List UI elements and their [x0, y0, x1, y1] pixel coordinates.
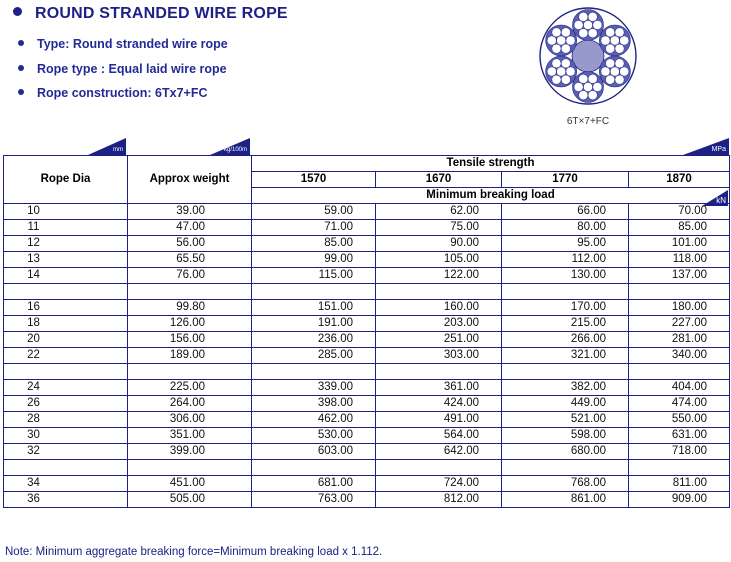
rope-spec-table: [3, 155, 730, 508]
diagram-caption: 6T×7+FC: [566, 116, 610, 127]
page-title: [13, 5, 288, 23]
cell-weight: 56.00: [128, 236, 252, 252]
table-row: [4, 252, 730, 268]
cell-rope-dia: 36: [4, 492, 128, 508]
unit-label-kn: kN: [716, 196, 726, 205]
wire-shape: [574, 20, 583, 29]
table-row: [4, 316, 730, 332]
spec-item-rope-type: [18, 62, 228, 87]
cell-rope-dia: 12: [4, 236, 128, 252]
table-body: [4, 204, 730, 508]
cell-breaking-load: 768.00: [502, 476, 629, 492]
cell-breaking-load: 99.00: [252, 252, 376, 268]
table-row: [4, 476, 730, 492]
header-rope-dia: Rope Dia: [4, 156, 128, 204]
cell-breaking-load: 191.00: [252, 316, 376, 332]
wire-shape: [579, 74, 588, 83]
cell-breaking-load: [376, 460, 502, 476]
wire-shape: [606, 28, 615, 37]
cell-breaking-load: [629, 364, 730, 380]
spec-item-construction: [18, 86, 228, 111]
cell-breaking-load: [376, 364, 502, 380]
table-row: [4, 268, 730, 284]
cell-breaking-load: 462.00: [252, 412, 376, 428]
cell-breaking-load: 85.00: [252, 236, 376, 252]
cell-rope-dia: 20: [4, 332, 128, 348]
table-row: [4, 204, 730, 220]
cell-breaking-load: 160.00: [376, 300, 502, 316]
cell-rope-dia: 30: [4, 428, 128, 444]
header-grade-1870: 1870: [629, 172, 730, 188]
cell-breaking-load: 266.00: [502, 332, 629, 348]
cell-breaking-load: [502, 364, 629, 380]
cell-breaking-load: 66.00: [502, 204, 629, 220]
cell-breaking-load: [252, 284, 376, 300]
wire-shape: [574, 82, 583, 91]
table-row: [4, 492, 730, 508]
cell-weight: [128, 460, 252, 476]
table-spacer-row: [4, 284, 730, 300]
wire-shape: [615, 59, 624, 68]
cell-breaking-load: [376, 284, 502, 300]
wire-shape: [615, 28, 624, 37]
wire-shape: [579, 12, 588, 21]
cell-rope-dia: 32: [4, 444, 128, 460]
cell-weight: 189.00: [128, 348, 252, 364]
wire-shape: [557, 67, 566, 76]
table-spacer-row: [4, 460, 730, 476]
cell-breaking-load: 763.00: [252, 492, 376, 508]
header-tensile-strength: Tensile strength: [252, 156, 730, 172]
bullet-icon: [18, 40, 24, 46]
cell-breaking-load: 811.00: [629, 476, 730, 492]
cell-breaking-load: [252, 460, 376, 476]
wire-shape: [606, 59, 615, 68]
cell-breaking-load: 424.00: [376, 396, 502, 412]
cell-breaking-load: 474.00: [629, 396, 730, 412]
table-spacer-row: [4, 364, 730, 380]
wire-shape: [610, 67, 619, 76]
wire-shape: [552, 75, 561, 84]
cell-breaking-load: [629, 460, 730, 476]
cell-breaking-load: [502, 460, 629, 476]
cell-weight: 47.00: [128, 220, 252, 236]
table-row: [4, 444, 730, 460]
wire-shape: [583, 20, 592, 29]
cell-breaking-load: 115.00: [252, 268, 376, 284]
cell-breaking-load: 85.00: [629, 220, 730, 236]
cell-breaking-load: 62.00: [376, 204, 502, 220]
cell-breaking-load: 339.00: [252, 380, 376, 396]
header-approx-weight: Approx weight: [128, 156, 252, 204]
cell-rope-dia: 14: [4, 268, 128, 284]
cell-weight: 76.00: [128, 268, 252, 284]
cell-rope-dia: 22: [4, 348, 128, 364]
wire-shape: [615, 44, 624, 53]
cell-weight: [128, 364, 252, 380]
table-row: [4, 348, 730, 364]
cell-breaking-load: 75.00: [376, 220, 502, 236]
bullet-icon: [18, 65, 24, 71]
cell-breaking-load: 861.00: [502, 492, 629, 508]
cell-breaking-load: 71.00: [252, 220, 376, 236]
cell-breaking-load: 449.00: [502, 396, 629, 412]
cell-breaking-load: 398.00: [252, 396, 376, 412]
cell-rope-dia: 26: [4, 396, 128, 412]
wire-shape: [583, 82, 592, 91]
wire-shape: [552, 44, 561, 53]
cell-breaking-load: 285.00: [252, 348, 376, 364]
wire-shape: [593, 20, 602, 29]
cell-rope-dia: 24: [4, 380, 128, 396]
cell-breaking-load: 521.00: [502, 412, 629, 428]
spec-text: Type: Round stranded wire rope: [37, 37, 228, 51]
cell-breaking-load: 130.00: [502, 268, 629, 284]
wire-shape: [620, 67, 629, 76]
cell-rope-dia: 11: [4, 220, 128, 236]
cell-breaking-load: 680.00: [502, 444, 629, 460]
wire-shape: [610, 36, 619, 45]
cell-breaking-load: 80.00: [502, 220, 629, 236]
wire-shape: [566, 67, 575, 76]
title-bullet-icon: [13, 7, 22, 16]
cell-breaking-load: 303.00: [376, 348, 502, 364]
cell-breaking-load: 631.00: [629, 428, 730, 444]
cell-breaking-load: 137.00: [629, 268, 730, 284]
table-row: [4, 380, 730, 396]
header-grade-1570: 1570: [252, 172, 376, 188]
cell-breaking-load: 642.00: [376, 444, 502, 460]
cell-rope-dia: 16: [4, 300, 128, 316]
cell-rope-dia: 34: [4, 476, 128, 492]
wire-shape: [561, 59, 570, 68]
table-row: [4, 396, 730, 412]
cell-breaking-load: [252, 364, 376, 380]
cell-breaking-load: 603.00: [252, 444, 376, 460]
unit-flag-mm: [88, 138, 126, 155]
cell-weight: 399.00: [128, 444, 252, 460]
cell-breaking-load: 724.00: [376, 476, 502, 492]
wire-shape: [588, 12, 597, 21]
cell-weight: [128, 284, 252, 300]
cell-weight: 99.80: [128, 300, 252, 316]
bullet-icon: [18, 89, 24, 95]
wire-shape: [547, 67, 556, 76]
wire-shape: [552, 28, 561, 37]
cell-breaking-load: 491.00: [376, 412, 502, 428]
cell-weight: 264.00: [128, 396, 252, 412]
spec-text: Rope construction: 6Tx7+FC: [37, 86, 208, 100]
spec-list: [18, 37, 228, 111]
cell-breaking-load: 404.00: [629, 380, 730, 396]
wire-shape: [601, 67, 610, 76]
cell-weight: 505.00: [128, 492, 252, 508]
rope-cross-section-diagram: [538, 6, 638, 106]
cell-breaking-load: 718.00: [629, 444, 730, 460]
cell-breaking-load: 361.00: [376, 380, 502, 396]
wire-shape: [615, 75, 624, 84]
wire-shape: [561, 75, 570, 84]
wire-shape: [588, 91, 597, 100]
cell-breaking-load: 340.00: [629, 348, 730, 364]
wire-shape: [593, 82, 602, 91]
cell-breaking-load: 550.00: [629, 412, 730, 428]
cell-breaking-load: 812.00: [376, 492, 502, 508]
unit-label-mpa: MPa: [711, 146, 726, 153]
cell-weight: 306.00: [128, 412, 252, 428]
cell-breaking-load: 598.00: [502, 428, 629, 444]
cell-breaking-load: 101.00: [629, 236, 730, 252]
cell-breaking-load: [502, 284, 629, 300]
unit-flag-weight: [210, 138, 250, 155]
cell-rope-dia: [4, 364, 128, 380]
wire-shape: [557, 36, 566, 45]
table-row: [4, 332, 730, 348]
cell-breaking-load: 112.00: [502, 252, 629, 268]
unit-flag-mpa: [683, 138, 729, 155]
cell-rope-dia: 28: [4, 412, 128, 428]
wire-shape: [606, 44, 615, 53]
cell-weight: 225.00: [128, 380, 252, 396]
wire-shape: [588, 29, 597, 38]
cell-breaking-load: 180.00: [629, 300, 730, 316]
wire-shape: [606, 75, 615, 84]
cell-breaking-load: 281.00: [629, 332, 730, 348]
page-title-text: ROUND STRANDED WIRE ROPE: [35, 5, 288, 22]
table-row: [4, 236, 730, 252]
table-row: [4, 300, 730, 316]
cell-breaking-load: 118.00: [629, 252, 730, 268]
wire-shape: [561, 28, 570, 37]
cell-breaking-load: 227.00: [629, 316, 730, 332]
wire-shape: [552, 59, 561, 68]
cell-weight: 351.00: [128, 428, 252, 444]
cell-rope-dia: [4, 284, 128, 300]
cell-weight: 126.00: [128, 316, 252, 332]
wire-shape: [579, 29, 588, 38]
cell-breaking-load: 170.00: [502, 300, 629, 316]
table-row: [4, 412, 730, 428]
cell-weight: 451.00: [128, 476, 252, 492]
header-grade-1670: 1670: [376, 172, 502, 188]
cell-breaking-load: 909.00: [629, 492, 730, 508]
wire-shape: [588, 74, 597, 83]
header-grade-1770: 1770: [502, 172, 629, 188]
spec-item-type: [18, 37, 228, 62]
unit-label-weight: kg/100m: [223, 147, 247, 153]
cell-breaking-load: 90.00: [376, 236, 502, 252]
cell-breaking-load: 151.00: [252, 300, 376, 316]
cell-breaking-load: 251.00: [376, 332, 502, 348]
wire-shape: [547, 36, 556, 45]
cell-breaking-load: 95.00: [502, 236, 629, 252]
cell-breaking-load: 236.00: [252, 332, 376, 348]
cell-breaking-load: 59.00: [252, 204, 376, 220]
cell-breaking-load: 321.00: [502, 348, 629, 364]
cell-breaking-load: [629, 284, 730, 300]
cell-rope-dia: 18: [4, 316, 128, 332]
cell-rope-dia: 13: [4, 252, 128, 268]
wire-shape: [620, 36, 629, 45]
cell-breaking-load: 382.00: [502, 380, 629, 396]
cell-rope-dia: [4, 460, 128, 476]
cell-breaking-load: 122.00: [376, 268, 502, 284]
wire-shape: [566, 36, 575, 45]
header-min-breaking-load: Minimum breaking load: [252, 188, 730, 204]
cell-breaking-load: 530.00: [252, 428, 376, 444]
cell-breaking-load: 681.00: [252, 476, 376, 492]
unit-label-mm: mm: [113, 147, 123, 153]
footnote: Note: Minimum aggregate breaking force=Minimum breaking load x 1.112.: [5, 546, 383, 558]
wire-shape: [579, 91, 588, 100]
spec-text: Rope type : Equal laid wire rope: [37, 61, 227, 76]
cell-breaking-load: 203.00: [376, 316, 502, 332]
cell-breaking-load: 70.00: [629, 204, 730, 220]
wire-shape: [601, 36, 610, 45]
cell-rope-dia: 10: [4, 204, 128, 220]
cell-breaking-load: 215.00: [502, 316, 629, 332]
cell-weight: 39.00: [128, 204, 252, 220]
cell-weight: 65.50: [128, 252, 252, 268]
cell-breaking-load: 564.00: [376, 428, 502, 444]
table-row: [4, 428, 730, 444]
cell-weight: 156.00: [128, 332, 252, 348]
wire-shape: [561, 44, 570, 53]
table-row: [4, 220, 730, 236]
cell-breaking-load: 105.00: [376, 252, 502, 268]
